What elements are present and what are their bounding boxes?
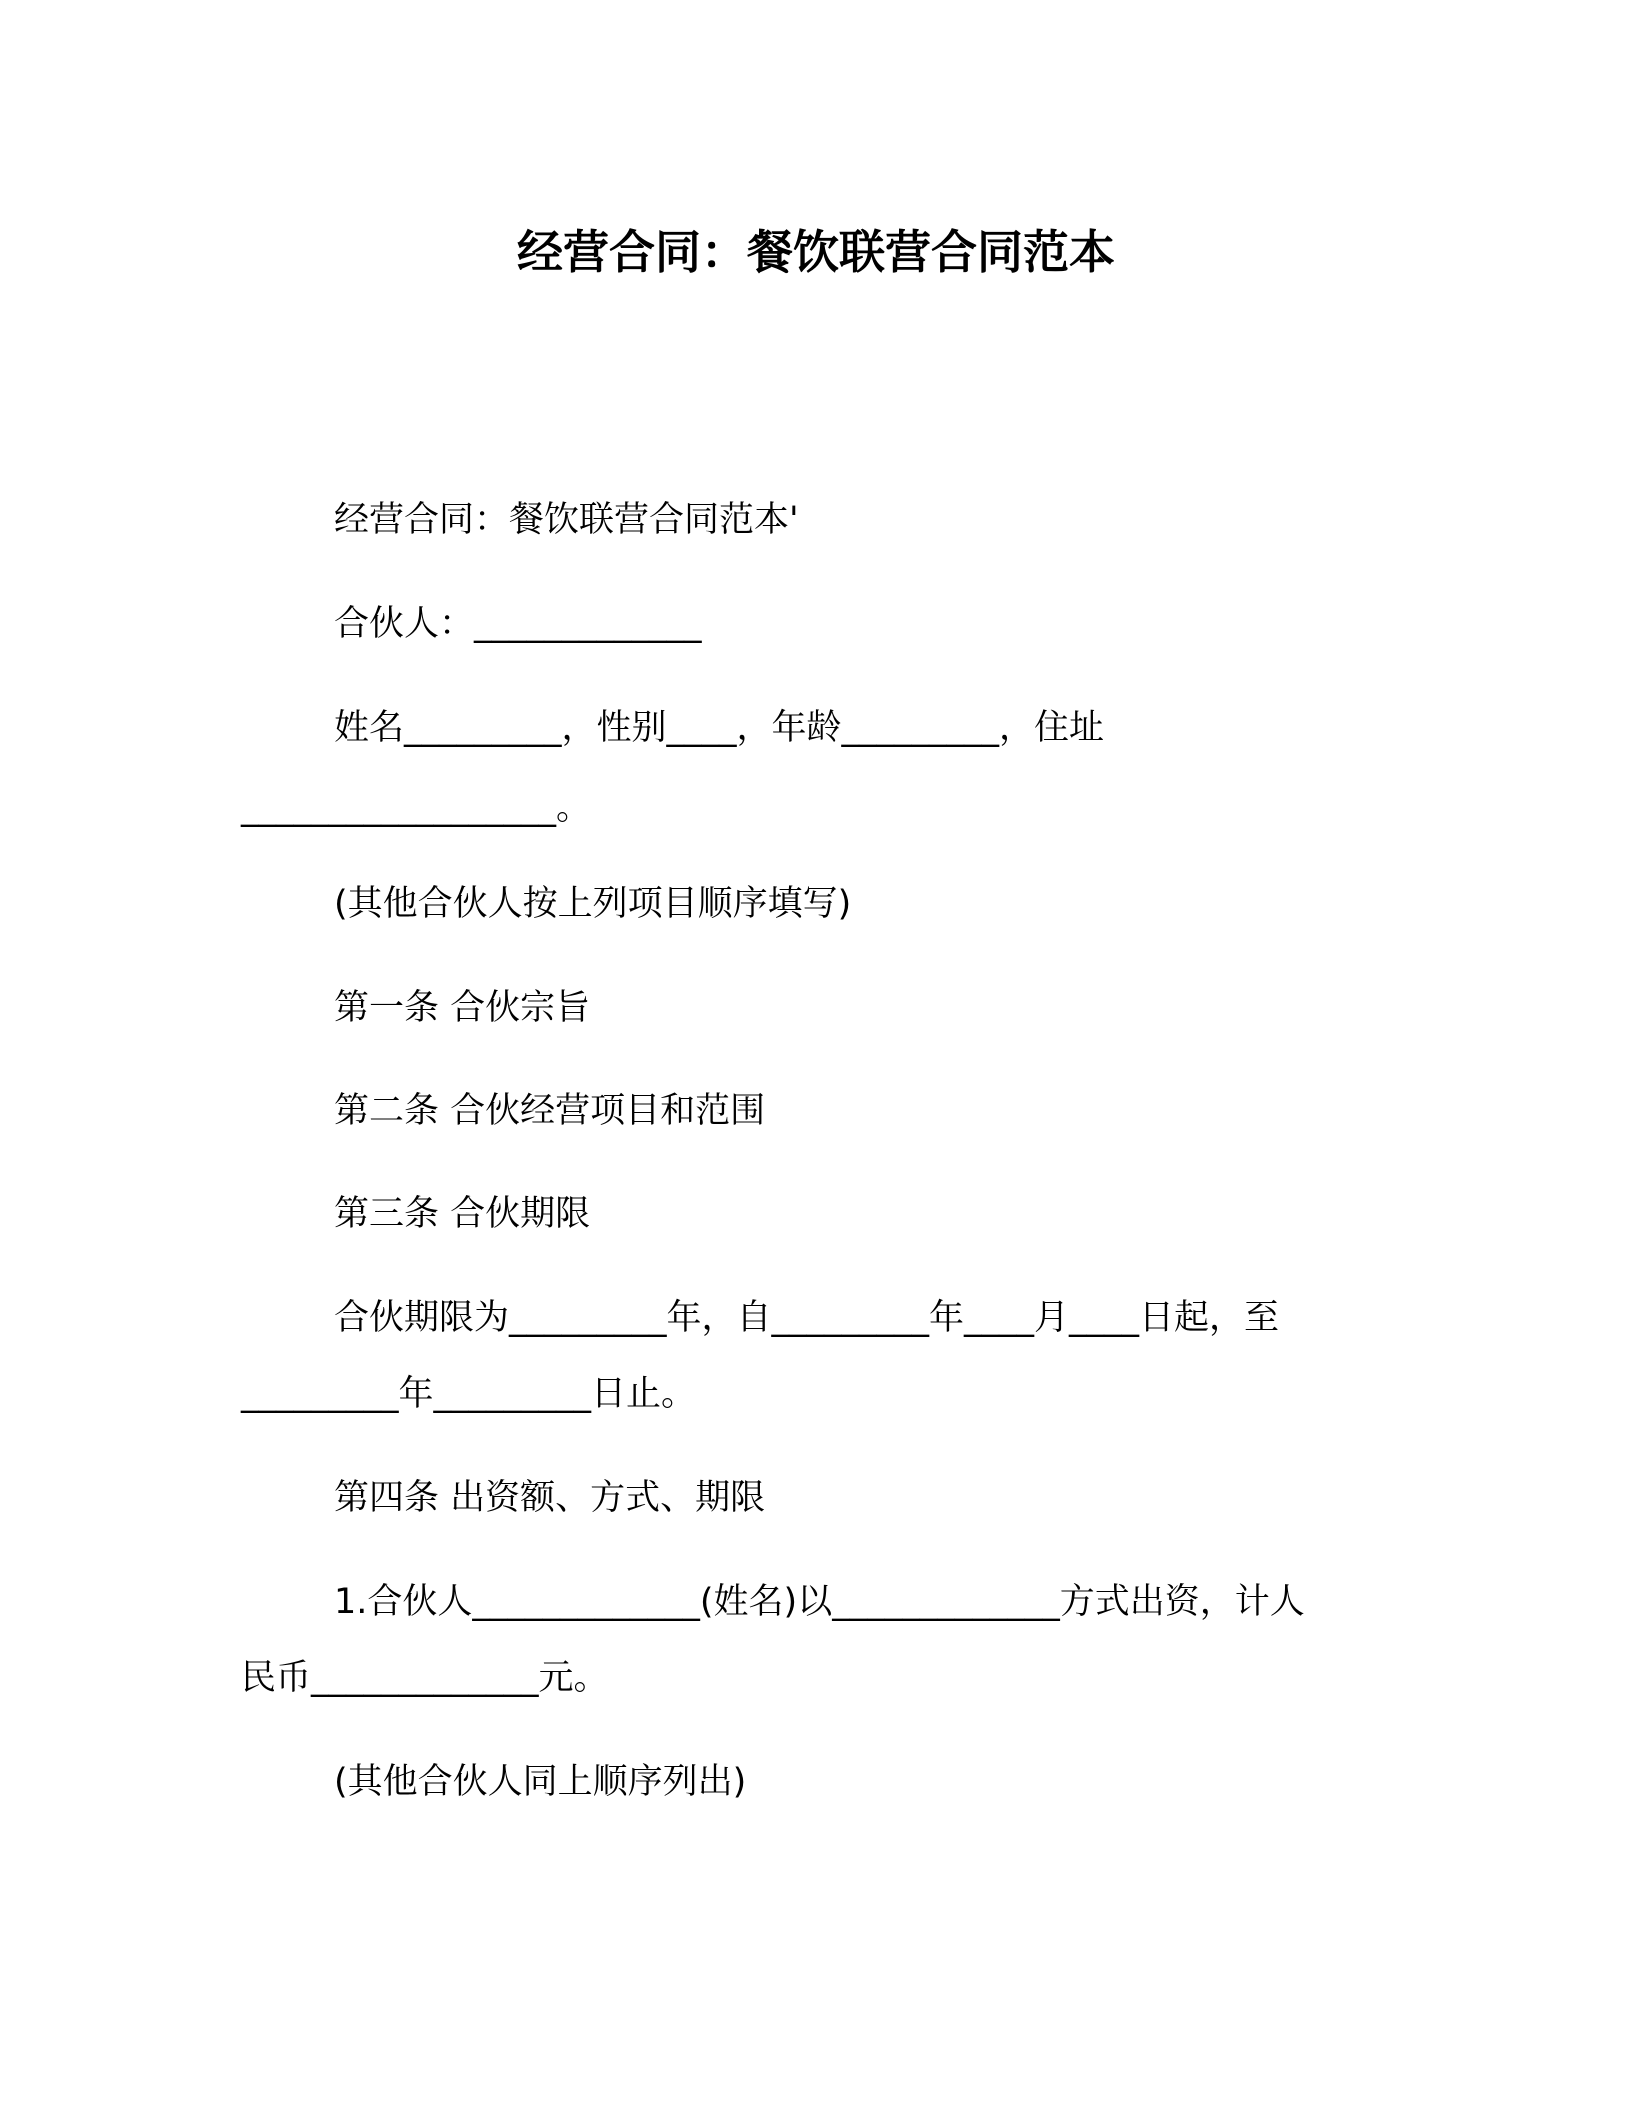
contribution-line: 1.合伙人_____________(姓名)以_____________方式出资，计人 (334, 1582, 1305, 1622)
article-4-heading: 第四条 出资额、方式、期限 (334, 1478, 766, 1518)
partner-label: 合伙人：_____________ (334, 604, 702, 644)
other-partners-note: (其他合伙人按上列项目顺序填写) (334, 884, 852, 924)
partner-address-line: __________________。 (241, 788, 592, 828)
document-title: 经营合同：餐饮联营合同范本 (517, 225, 1115, 279)
article-3-heading: 第三条 合伙期限 (334, 1194, 591, 1234)
contribution-amount-line: 民币_____________元。 (241, 1658, 609, 1698)
term-end-line: _________年_________日止。 (241, 1374, 697, 1414)
partner-details-line: 姓名_________，性别____，年龄_________，住址 (334, 708, 1105, 748)
term-line: 合伙期限为_________年，自_________年____月____日起，至 (334, 1298, 1280, 1338)
paragraph-heading: 经营合同：餐饮联营合同范本' (334, 500, 799, 540)
other-partners-list-note: (其他合伙人同上顺序列出) (334, 1762, 747, 1802)
article-1-heading: 第一条 合伙宗旨 (334, 988, 591, 1028)
article-2-heading: 第二条 合伙经营项目和范围 (334, 1091, 766, 1131)
